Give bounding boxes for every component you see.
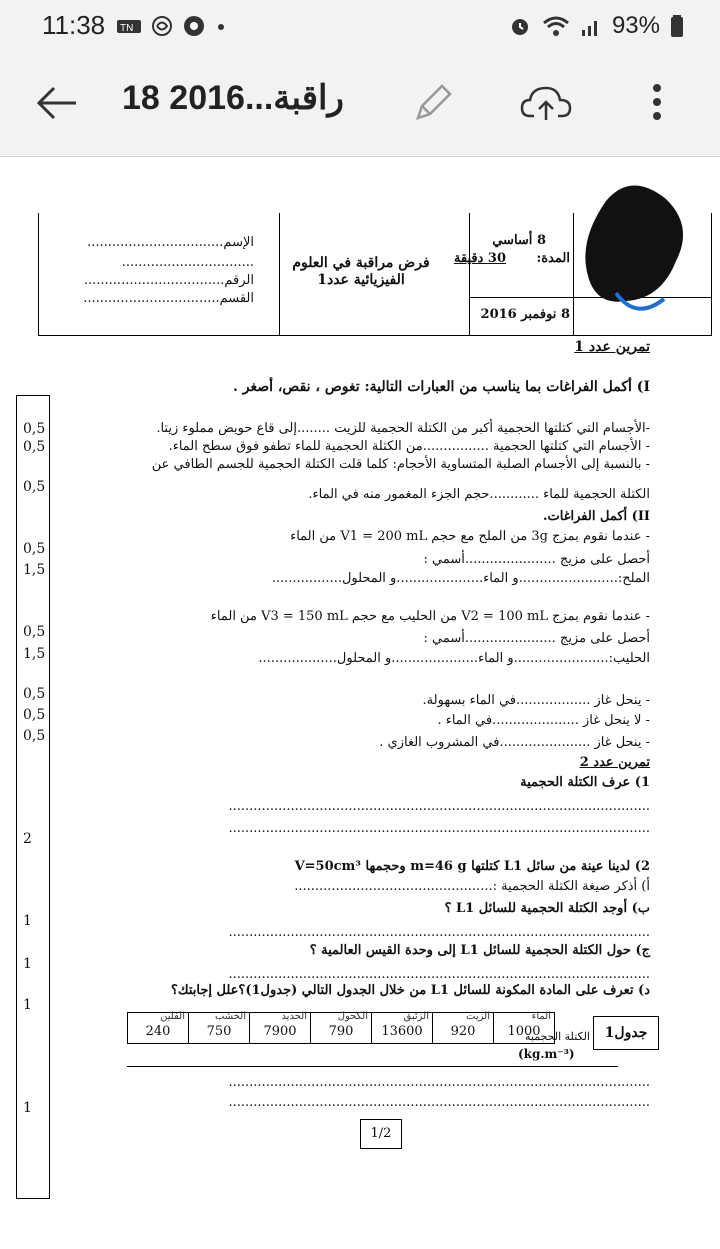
ex1-line-9: أحصل على مزيج ......................أسمي :	[423, 631, 650, 646]
ex2-q1-answer-line-2[interactable]: ......................................................................................................	[228, 821, 650, 836]
mark-2: 0,5	[23, 439, 46, 455]
document-page	[0, 157, 720, 1249]
dot-icon	[214, 14, 228, 38]
page-number: 1/2	[360, 1119, 402, 1149]
status-notification-icons	[116, 14, 228, 38]
ex1-line-8: - عندما نقوم بمزج V2 = 100 mL من الحليب مع حجم V3 = 150 mL من الماء	[210, 609, 650, 624]
status-time: 11:38	[42, 10, 106, 40]
ex1-line-11: - ينحل غاز ..................في الماء بسهولة.	[422, 693, 650, 708]
ex2-q1: 1) عرف الكتلة الحجمية	[520, 775, 650, 790]
ex1-line-3: - بالنسبة إلى الأجسام الصلبة المتساوية الأحجام: كلما قلت الكتلة الحجمية للجسم الطافي عن	[151, 457, 650, 472]
mark-15: 1	[23, 1100, 32, 1116]
density-cell-3: الكحول 790	[311, 1013, 372, 1044]
wifi-icon	[542, 14, 570, 38]
ex1-line-5: - عندما نقوم بمزج 3g من الملح مع حجم V1 = 200 mL من الماء	[290, 529, 650, 544]
ex2-q2c-answer-line[interactable]: ......................................................................................................	[228, 967, 650, 982]
student-number-field[interactable]: الرقم..................................	[83, 273, 254, 288]
density-cell-1: الزيت 920	[433, 1013, 494, 1044]
mark-9: 0,5	[23, 707, 46, 723]
ex2-q2d-answer-line-1[interactable]: ......................................................................................................	[228, 1075, 650, 1090]
mark-13: 1	[23, 956, 32, 972]
exam-date: 8 نوفمبر 2016	[480, 307, 570, 322]
mark-10: 0,5	[23, 728, 46, 744]
ex2-q2a: أ) أذكر صيغة الكتلة الحجمية :................................................	[294, 879, 650, 894]
battery-percent: 93%	[611, 12, 660, 39]
status-right	[508, 12, 684, 40]
ex2-q2d: د) تعرف على المادة المكونة للسائل L1 من خلال الجدول التالي (جدول1)؟علل إجابتك؟	[170, 983, 650, 998]
chrome-icon	[182, 14, 206, 38]
mark-14: 1	[23, 997, 32, 1013]
exercise-2-heading: تمرين عدد 2	[579, 755, 650, 770]
mark-12: 1	[23, 913, 32, 929]
ex2-q2d-answer-line-2[interactable]: ......................................................................................................	[228, 1095, 650, 1110]
app-bar	[0, 52, 720, 157]
mark-11: 2	[23, 831, 32, 847]
ex1-part-ii-title: II) أكمل الفراغات.	[543, 509, 650, 524]
ex2-q2c: ج) حول الكتلة الحجمية للسائل L1 إلى وحدة القيس العالمية ؟	[309, 943, 650, 958]
ex1-line-13: - ينحل غاز ......................في المشروب الغازي .	[379, 735, 650, 750]
more-options-icon[interactable]	[645, 80, 669, 126]
ex1-line-10: الحليب:.......................و الماء.....................و المحلول...................	[258, 651, 650, 666]
brain-icon	[150, 14, 174, 38]
svg-text:TN: TN	[120, 23, 134, 34]
duration-label: المدة:	[536, 251, 570, 266]
ex1-line-12: - لا ينحل غاز .....................في الماء .	[437, 713, 650, 728]
ex1-line-7: الملح:........................و الماء.....................و المحلول.................	[271, 571, 650, 586]
ex2-q2: 2) لدينا عينة من سائل L1 كتلتها m=46 g وحجمها V=50cm³	[294, 859, 650, 874]
ex1-part-i-title: I) أكمل الفراغات بما يناسب من العبارات التالية: تغوص ، نقص، أصغر .	[233, 379, 650, 395]
level-label: 8 أساسي	[492, 233, 546, 248]
mark-3: 0,5	[23, 479, 46, 495]
mark-1: 0,5	[23, 421, 46, 437]
density-cell-4: الحديد 7900	[250, 1013, 311, 1044]
density-cell-6: الفلين 240	[128, 1013, 189, 1044]
mark-4: 0,5	[23, 541, 46, 557]
mark-5: 1,5	[23, 562, 46, 578]
redaction-scribble	[576, 181, 686, 311]
student-name-field[interactable]: الإسم.................................	[87, 235, 254, 250]
test-title: فرض مراقبة في العلوم الفيزيائية عدد1	[292, 255, 430, 288]
tn-app-icon	[116, 17, 142, 35]
mark-8: 0,5	[23, 686, 46, 702]
mark-7: 1,5	[23, 646, 46, 662]
ex2-q1-answer-line-1[interactable]: ......................................................................................................	[228, 799, 650, 814]
ex1-line-6: أحصل على مزيج ......................أسمي :	[423, 552, 650, 567]
ex2-q2b: ب) أوجد الكتلة الحجمية للسائل L1 ؟	[444, 901, 650, 916]
table-row-label: الكتلة الحجمية	[524, 1030, 590, 1043]
density-cell-2: الزئبق 13600	[372, 1013, 433, 1044]
edit-pencil-icon[interactable]	[410, 80, 456, 126]
density-table	[127, 1012, 555, 1044]
back-arrow-icon[interactable]	[32, 78, 82, 128]
alarm-icon	[508, 14, 532, 38]
battery-icon	[670, 14, 684, 38]
table-unit: (kg.m⁻³)	[518, 1047, 575, 1061]
exercise-1-heading: تمرين عدد 1	[574, 339, 650, 355]
student-section-field[interactable]: القسم.................................	[83, 291, 254, 306]
density-cell-0: الماء 1000	[494, 1013, 555, 1044]
mark-6: 0,5	[23, 624, 46, 640]
status-bar	[0, 0, 720, 52]
ex1-line-2: - الأجسام التي كتلتها الحجمية ................من الكتلة الحجمية للماء تطفو فوق سطح الماء.	[168, 439, 650, 454]
signal-icon	[580, 14, 602, 38]
cloud-upload-icon[interactable]	[520, 80, 572, 126]
density-cell-5: الخشب 750	[189, 1013, 250, 1044]
marks-column	[16, 395, 50, 1199]
ex1-line-1: -الأجسام التي كتلتها الحجمية أكبر من الكتلة الحجمية للزيت ........إلى قاع حويض مملوء زيتا.	[156, 421, 650, 436]
duration-value: 30 دقيقة	[453, 251, 506, 266]
ex2-q2b-answer-line[interactable]: ......................................................................................................	[228, 925, 650, 940]
ex1-line-4: الكتلة الحجمية للماء ............حجم الجزء المغمور منه في الماء.	[308, 487, 650, 502]
student-name-line[interactable]: ................................	[121, 255, 254, 270]
table-bottom-rule	[127, 1066, 618, 1067]
table-caption: جدول1	[593, 1016, 659, 1050]
document-title: 1راقبة...2016 8	[122, 79, 344, 117]
